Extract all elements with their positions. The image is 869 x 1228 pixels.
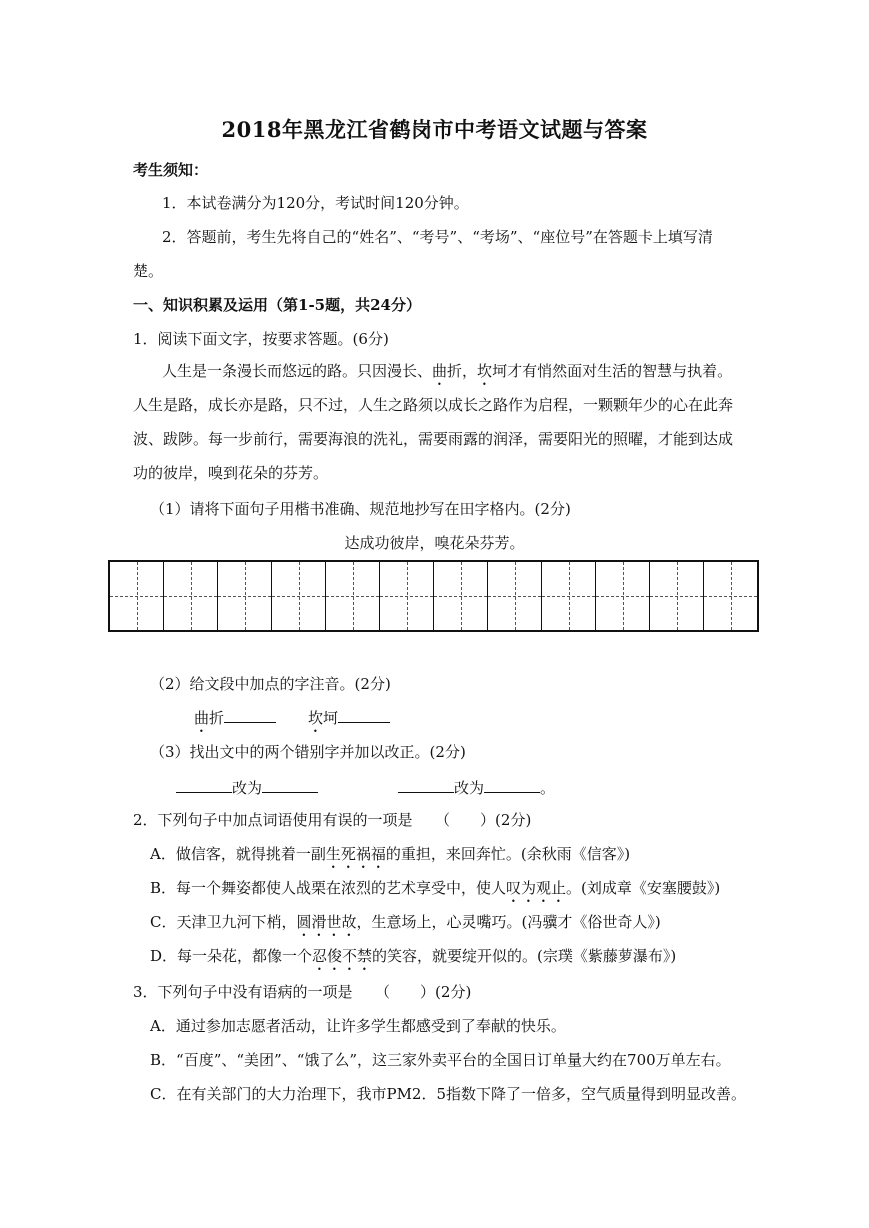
q2-option-b[interactable]	[150, 878, 720, 906]
correction-word: 改为	[454, 779, 485, 797]
q2-option-a[interactable]	[150, 844, 630, 872]
correction-end: 。	[540, 779, 556, 797]
q1-para-text: 坷才有悄然面对生活的智慧与执着。	[492, 362, 733, 380]
option-text: B．每一个舞姿都使人战栗在浓烈的艺术享受中，使人	[150, 879, 507, 897]
q3-stem: 3．下列句子中没有语病的一项是 （ ）(2分)	[133, 983, 472, 1001]
correction-1	[176, 776, 318, 798]
option-text: ，生意场上，心灵嘴巧。(冯骥才《俗世奇人》)	[356, 913, 661, 931]
pinyin-word: 折	[209, 709, 225, 727]
right-char-blank-1[interactable]	[262, 776, 318, 793]
grid-cell[interactable]	[326, 562, 380, 630]
q3-option-a[interactable]: A．通过参加志愿者活动，让许多学生都感受到了奉献的快乐。	[150, 1017, 566, 1035]
pinyin-blank-2[interactable]	[338, 706, 390, 723]
dotted-phrase: 叹为观止	[506, 879, 567, 897]
pinyin-blank-1[interactable]	[224, 706, 276, 723]
dotted-phrase: 生死祸福	[325, 845, 386, 863]
grid-cell[interactable]	[272, 562, 326, 630]
option-text: 的重担，来回奔忙。(余秋雨《信客》)	[385, 845, 631, 863]
notice-item-1: 1．本试卷满分为120分，考试时间120分钟。	[162, 194, 469, 212]
dotted-phrase: 忍俊不禁	[312, 947, 373, 965]
pinyin-item-2	[308, 706, 390, 736]
q3-option-c[interactable]: C．在有关部门的大力治理下，我市PM2．5指数下降了一倍多，空气质量得到明显改善。	[150, 1085, 747, 1103]
q1-para-text: 折，	[447, 362, 478, 380]
wrong-char-blank-1[interactable]	[176, 776, 232, 793]
grid-cell[interactable]	[542, 562, 596, 630]
q1-sub-2: （2）给文段中加点的字注音。(2分)	[150, 675, 391, 693]
grid-cell[interactable]	[164, 562, 218, 630]
option-text: 的笑容，就要绽开似的。(宗璞《紫藤萝瀑布》)	[372, 947, 677, 965]
right-char-blank-2[interactable]	[484, 776, 540, 793]
q1-sub-1: （1）请将下面句子用楷书准确、规范地抄写在田字格内。(2分)	[150, 500, 571, 518]
q1-paragraph-line-1	[162, 361, 732, 389]
q2-option-d[interactable]	[150, 946, 676, 974]
q3-option-b[interactable]: B．“百度”、“美团”、“饿了么”，这三家外卖平台的全国日订单量大约在700万单左右。	[150, 1051, 731, 1069]
grid-cell[interactable]	[488, 562, 542, 630]
grid-cell[interactable]	[596, 562, 650, 630]
pinyin-item-1	[194, 706, 276, 736]
option-text: D．每一朵花，都像一个	[150, 947, 313, 965]
dotted-phrase: 圆滑世故	[296, 913, 357, 931]
pinyin-word: 坷	[323, 709, 339, 727]
option-text: A．做信客，就得挑着一副	[150, 845, 326, 863]
notice-item-2-cont: 楚。	[133, 262, 164, 280]
option-text: 。(刘成章《安塞腰鼓》)	[566, 879, 721, 897]
dotted-char: 曲	[194, 709, 210, 727]
page-title: 2018年黑龙江省鹤岗市中考语文试题与答案	[221, 117, 648, 142]
correction-word: 改为	[232, 779, 263, 797]
dotted-char: 曲	[432, 362, 448, 380]
correction-2	[398, 776, 555, 798]
grid-cell[interactable]	[110, 562, 164, 630]
q1-stem: 1．阅读下面文字，按要求答题。(6分)	[133, 330, 389, 348]
wrong-char-blank-2[interactable]	[398, 776, 454, 793]
dotted-char: 坎	[477, 362, 493, 380]
tianzige-grid[interactable]	[108, 560, 759, 632]
q2-option-c[interactable]	[150, 912, 661, 940]
grid-cell[interactable]	[218, 562, 272, 630]
grid-cell[interactable]	[704, 562, 757, 630]
q1-paragraph-line-3: 波、跋陟。每一步前行，需要海浪的洗礼，需要雨露的润泽，需要阳光的照曜，才能到达成	[133, 430, 734, 448]
grid-cell[interactable]	[650, 562, 704, 630]
q1-paragraph-line-2: 人生是路，成长亦是路，只不过，人生之路须以成长之路作为启程，一颗颗年少的心在此奔	[133, 396, 734, 414]
q2-stem: 2．下列句子中加点词语使用有误的一项是 （ ）(2分)	[133, 811, 532, 829]
grid-cell[interactable]	[380, 562, 434, 630]
q1-sub-3: （3）找出文中的两个错别字并加以改正。(2分)	[150, 743, 466, 761]
q1-para-text: 人生是一条漫长而悠远的路。只因漫长、	[162, 362, 433, 380]
dotted-char: 坎	[308, 709, 324, 727]
grid-cell[interactable]	[434, 562, 488, 630]
notice-heading: 考生须知：	[133, 161, 209, 179]
section-1-heading: 一、知识积累及运用（第1-5题，共24分）	[133, 296, 421, 314]
q1-paragraph-line-4: 功的彼岸，嗅到花朵的芬芳。	[133, 464, 329, 482]
notice-item-2: 2．答题前，考生先将自己的“姓名”、“考号”、“考场”、“座位号”在答题卡上填写清	[162, 228, 713, 246]
option-text: C．天津卫九河下梢，	[150, 913, 297, 931]
copy-sentence: 达成功彼岸，嗅花朵芬芳。	[344, 534, 525, 552]
